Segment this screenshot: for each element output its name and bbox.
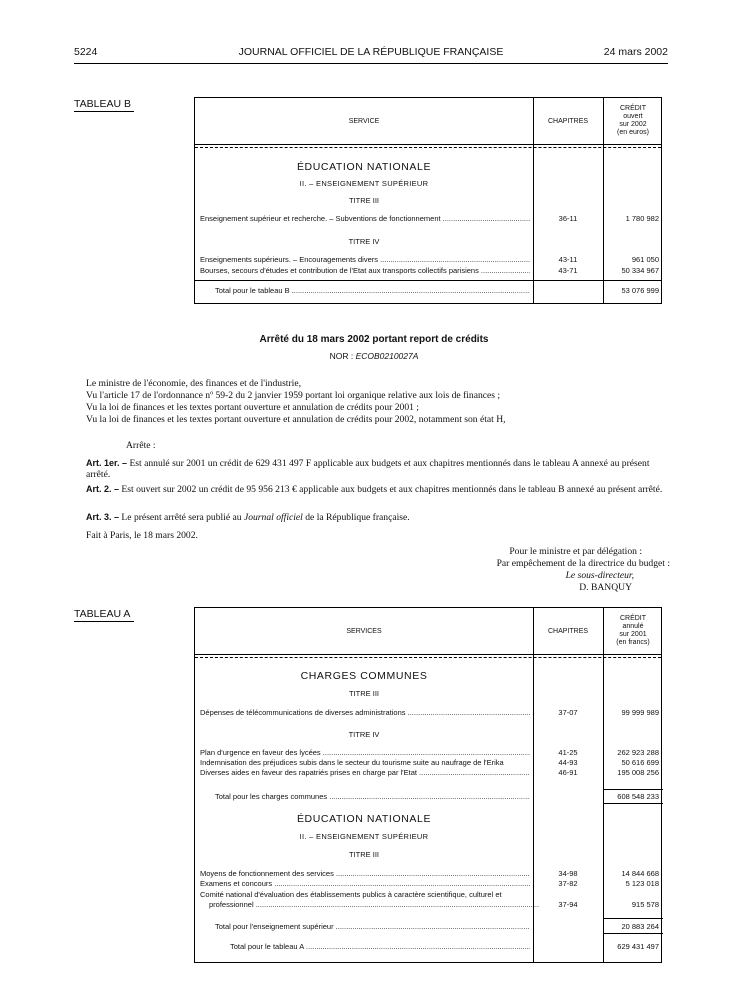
total-row [195, 922, 663, 932]
table-row [195, 900, 663, 910]
tableau-b-label: TABLEAU B [74, 98, 134, 112]
arrete-label: Arrête : [126, 440, 156, 451]
row-chapitre: 43-71 [558, 266, 578, 275]
tableau-a-label: TABLEAU A [74, 608, 134, 622]
row-label: Indemnisation des préjudices subis dans le secteur du tourisme suite au naufrage de l'Erika [200, 758, 504, 767]
nor-label: NOR : [329, 351, 354, 361]
titre-heading: TITRE III [349, 850, 379, 859]
row-label-continued: professionnel ..... [209, 900, 539, 910]
col-credit-line: CRÉDIT [619, 615, 647, 622]
subtotal-rule [603, 933, 663, 934]
table-row [195, 758, 663, 768]
arrete-title: Arrêté du 18 mars 2002 portant report de crédits [259, 334, 489, 345]
header-rule [195, 144, 661, 145]
article-1-label: Art. 1er. – [86, 458, 128, 468]
row-amount: 99 999 989 [621, 708, 659, 717]
row-amount: 5 123 018 [625, 879, 659, 888]
signatory-name: D. BANQUY [579, 582, 632, 593]
total-row [195, 792, 663, 802]
tableau-b-table [194, 97, 662, 304]
row-chapitre: 37-82 [558, 879, 578, 888]
row-amount: 1 780 982 [625, 214, 659, 223]
tableau-a-table [194, 607, 662, 963]
header-rule [195, 654, 661, 655]
row-chapitre: 37-94 [558, 900, 578, 909]
header-rule-dashed [195, 147, 661, 148]
section-subtitle: II. – ENSEIGNEMENT SUPÉRIEUR [299, 179, 429, 188]
titre-heading: TITRE IV [348, 237, 380, 246]
col-credit-header [603, 615, 663, 647]
table-row [195, 890, 663, 900]
page-header [74, 46, 668, 62]
visa-line: Vu la loi de finances et les textes portant ouverture et annulation de crédits pour 2001 ; [86, 402, 419, 413]
fait-a-paris: Fait à Paris, le 18 mars 2002. [86, 530, 198, 541]
article-2-label: Art. 2. – [86, 484, 120, 494]
col-credit-line: ouvert [623, 113, 643, 120]
table-row [195, 768, 663, 778]
col-credit-line: (en francs) [616, 639, 650, 646]
row-chapitre: 36-11 [558, 214, 578, 223]
section-title: CHARGES COMMUNES [300, 670, 428, 682]
row-amount: 915 578 [631, 900, 659, 909]
row-amount: 50 616 699 [621, 758, 659, 767]
table-row [195, 879, 663, 889]
row-label: Enseignement supérieur et recherche. – Subventions de fonctionnement ..... [200, 214, 530, 224]
article-3 [86, 512, 676, 523]
subtotal-rule [603, 803, 663, 804]
section-title: ÉDUCATION NATIONALE [296, 161, 432, 173]
titre-heading: TITRE IV [348, 730, 380, 739]
col-chapitres-header: CHAPITRES [547, 118, 589, 125]
visa-line: Vu l'article 17 de l'ordonnance nº 59-2 du 2 janvier 1959 portant loi organique relative aux lois de finances ; [86, 390, 501, 401]
row-amount: 195 008 256 [617, 768, 659, 777]
article-3-text: Le présent arrêté sera publié au [121, 512, 242, 523]
table-row [195, 214, 663, 224]
journal-officiel-ref: Journal officiel [243, 512, 303, 523]
total-label: Total pour l'enseignement supérieur ..... [215, 922, 530, 932]
row-label: Moyens de fonctionnement des services ..... [200, 869, 530, 879]
row-chapitre: 46-91 [558, 768, 578, 777]
visa-line: Le ministre de l'économie, des finances et de l'industrie, [86, 378, 301, 389]
table-row [195, 255, 663, 265]
table-row [195, 869, 663, 879]
col-credit-line: sur 2002 [619, 121, 647, 128]
row-chapitre: 41-25 [558, 748, 578, 757]
subtotal-rule [603, 918, 663, 919]
total-label: Total pour le tableau B ..... [215, 286, 530, 296]
col-credit-line: CRÉDIT [619, 105, 647, 112]
signature-title: Le sous-directeur, [565, 570, 634, 581]
article-3-label: Art. 3. – [86, 512, 120, 522]
row-label: Plan d'urgence en faveur des lycées ..... [200, 748, 530, 758]
header-rule-dashed [195, 657, 661, 658]
total-label: Total pour les charges communes ..... [215, 792, 530, 802]
row-amount: 262 923 288 [617, 748, 659, 757]
row-chapitre: 43-11 [558, 255, 578, 264]
row-amount: 14 844 668 [621, 869, 659, 878]
page-number: 5224 [74, 46, 98, 58]
titre-heading: TITRE III [349, 689, 379, 698]
section-title: ÉDUCATION NATIONALE [296, 813, 432, 825]
row-label: Bourses, secours d'études et contribution de l'Etat aux transports collectifs parisiens ..... [200, 266, 530, 276]
row-chapitre: 44-93 [558, 758, 578, 767]
article-2-text: Est ouvert sur 2002 un crédit de 95 956 213 € applicable aux budgets et aux chapitres mentionnés dans le tableau B annexé au présent arrêté. [121, 484, 663, 495]
col-credit-line: (en euros) [617, 129, 649, 136]
total-rule [195, 280, 661, 281]
grand-total-row [195, 942, 663, 952]
titre-heading: TITRE III [349, 196, 379, 205]
issue-date: 24 mars 2002 [603, 46, 668, 58]
signature-line: Pour le ministre et par délégation : [509, 546, 642, 557]
table-row [195, 708, 663, 718]
row-chapitre: 34-98 [558, 869, 578, 878]
row-label: Comité national d'évaluation des établissements publics à caractère scientifique, culturel et [200, 890, 502, 899]
row-label: Enseignements supérieurs. – Encouragements divers ..... [200, 255, 530, 265]
col-chapitres-header: CHAPITRES [547, 628, 589, 635]
article-1 [86, 458, 676, 480]
total-amount: 53 076 999 [621, 286, 659, 295]
total-amount: 20 883 264 [621, 922, 659, 931]
article-1-text: Est annulé sur 2001 un crédit de 629 431 497 F applicable aux budgets et aux chapitres mentionnés dans le tableau A annexé au présent arrêté. [86, 458, 650, 480]
col-service-header: SERVICE [348, 118, 380, 125]
article-2 [86, 484, 676, 495]
grand-total-label: Total pour le tableau A ..... [230, 942, 530, 952]
col-credit-header [603, 105, 663, 137]
signature-line: Par empêchement de la directrice du budget : [496, 558, 670, 569]
table-row [195, 266, 663, 276]
article-3-text-end: de la République française. [305, 512, 410, 523]
nor-line [0, 351, 748, 361]
row-label: Examens et concours ..... [200, 879, 530, 889]
header-rule [74, 63, 668, 64]
row-amount: 50 334 967 [621, 266, 659, 275]
row-label: Dépenses de télécommunications de diverses administrations ..... [200, 708, 530, 718]
col-credit-line: sur 2001 [619, 631, 647, 638]
table-row [195, 748, 663, 758]
grand-total-amount: 629 431 497 [617, 942, 659, 951]
row-amount: 961 050 [631, 255, 659, 264]
row-label: Diverses aides en faveur des rapatriés prises en charge par l'Etat ..... [200, 768, 530, 778]
total-row [195, 286, 663, 296]
col-credit-line: annulé [622, 623, 644, 630]
nor-code: ECOB0210027A [355, 351, 419, 361]
section-subtitle: II. – ENSEIGNEMENT SUPÉRIEUR [299, 832, 429, 841]
journal-title: JOURNAL OFFICIEL DE LA RÉPUBLIQUE FRANÇAISE [238, 46, 504, 58]
col-service-header: SERVICES [346, 628, 382, 635]
visa-line: Vu la loi de finances et les textes portant ouverture et annulation de crédits pour 2002, notamment son état H, [86, 414, 506, 425]
total-amount: 608 548 233 [617, 792, 659, 801]
subtotal-rule [603, 789, 663, 790]
row-chapitre: 37-07 [558, 708, 578, 717]
